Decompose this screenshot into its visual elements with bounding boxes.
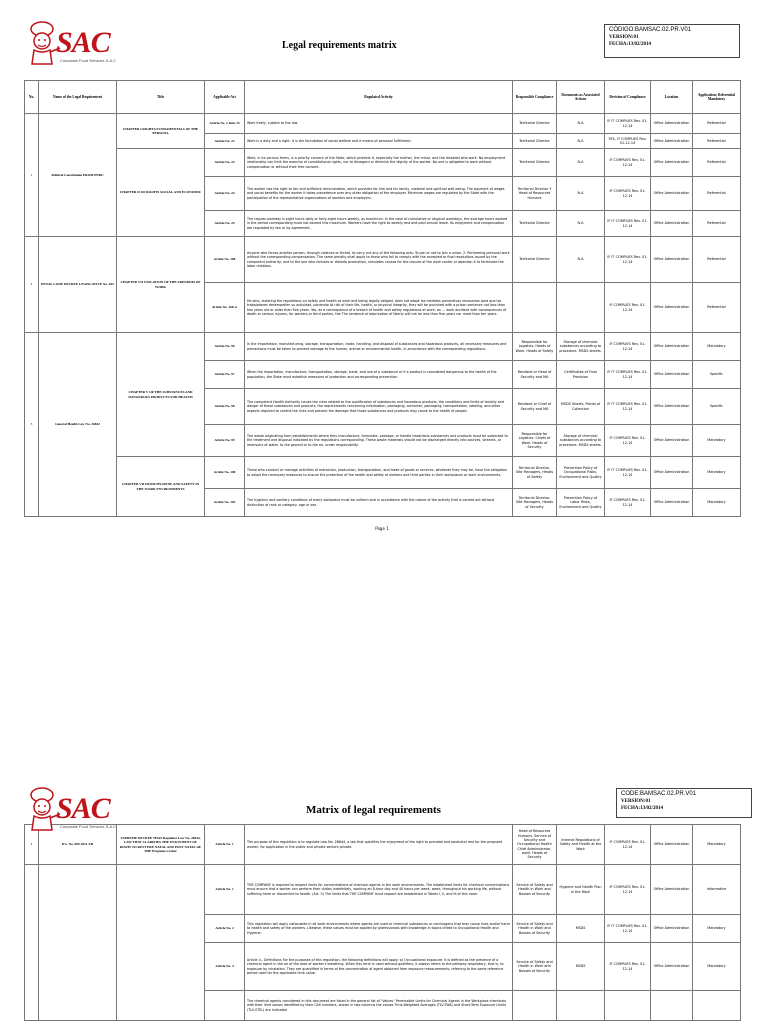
documents-cell: Hygiene and Health Plan in the Work	[557, 865, 605, 915]
group-number: 1	[25, 114, 39, 237]
location-cell: Office Administration	[651, 361, 693, 389]
group-name: Political Constitution FROM PERU	[39, 114, 117, 237]
documents-cell	[557, 991, 605, 1021]
application-cell: Referential	[693, 237, 741, 283]
revision-cell: IF COMPLIES Rev. 01-12-14	[605, 149, 651, 177]
activity-cell: In the importation, manufacturing, storage, transportation, trade, handling, and disposal of substances and hazardous products, all necessary measures and precautions must be taken to prevent damage to the human, animal or environmental health, in accordance with the corresponding regulations.	[245, 333, 513, 361]
location-cell: Office Administration	[651, 333, 693, 361]
responsible-cell	[513, 991, 557, 1021]
documents-cell: N.A	[557, 211, 605, 237]
activity-cell: Those who conduct or manage activities of extraction, production, transportation, and trade of goods or services, whatever they may be, have the obligation to adopt the necessary measures to ensure the protection of the health and safety of workers and third parties in their workplaces or work environments.	[245, 457, 513, 489]
article-cell: Article No. 2	[205, 915, 245, 943]
responsible-cell: Resident or Chief of Security and MA	[513, 389, 557, 425]
company-logo	[26, 20, 146, 68]
revision-cell: IF COMPLIES Rev. 01-12-14	[605, 943, 651, 991]
application-cell: Mandatory	[693, 915, 741, 943]
group-name: General Health Law No. 26842	[39, 333, 117, 517]
activity-cell: The competent Health Authority issues the rules related to the qualification of substances and hazardous products, the conditions and limits of toxicity and danger of these substances and products, the requirements concerning information, packaging, container, packaging, transportation, labeling, and other aspects required to control the risks and prevent the damage that those substances and products may cause to the health of people.	[245, 389, 513, 425]
application-cell: Referential	[693, 283, 741, 333]
col-application: Application: Referential Mandatory	[693, 81, 741, 114]
revision-cell: IF COMPLIES Rev. 01-12-14	[605, 865, 651, 915]
document-code-box	[604, 24, 740, 58]
page-title: Matrix of legal requirements	[306, 804, 441, 816]
application-cell: Referential	[693, 211, 741, 237]
responsible-cell: Territorial Director	[513, 134, 557, 149]
chapter-title: CHAPTER V OF THE SUBSTANCES AND DANGEROUS PRODUCTS FOR HEALTH	[117, 333, 205, 457]
location-cell: Office Administration	[651, 825, 693, 865]
chapter-title: CHAPTER VII VIOLATION OF THE FREEDOM OF WORK	[117, 237, 205, 333]
responsible-cell: Territorial Director	[513, 237, 557, 283]
col-article: Applicable Art	[205, 81, 245, 114]
responsible-cell: Territorial Director, Site Managers, Heads of Safety	[513, 457, 557, 489]
legal-requirements-table	[24, 824, 741, 1021]
document-page-2	[24, 786, 740, 1024]
revision-cell: IF COMPLIES Rev. 01-12-14	[605, 177, 651, 211]
article-cell: Article No. 96	[205, 333, 245, 361]
location-cell: Office Administration	[651, 149, 693, 177]
documents-cell: N.A	[557, 149, 605, 177]
location-cell: Office Administration	[651, 389, 693, 425]
application-cell: Mandatory	[693, 333, 741, 361]
article-cell: Article No. 168	[205, 237, 245, 283]
location-cell: Office Administration	[651, 425, 693, 457]
documents-cell: Internal Regulations of Safety and Health at the Work	[557, 825, 605, 865]
activity-cell: Article 4.- Definitions For the purposes of this regulation, the following definitions will apply: a) Occupational exposure: It is defined as the presence of a chemical agent in the air of the area of worker's breathing. When this term is used without qualifiers, it always refers to the pathway respiratory, that is, to exposure by inhalation. They are quantified in terms of the concentration of agent obtained from exposure measurements, referring to the same reference period used for the applicable limit value.	[245, 943, 513, 991]
location-cell: Office Administration	[651, 177, 693, 211]
application-cell: Mandatory	[693, 425, 741, 457]
responsible-cell: Service of Safety and Health in Work and Bosses of Security	[513, 865, 557, 915]
document-date: FECHA:13/02/2014	[609, 42, 651, 47]
documents-cell: MSDS	[557, 915, 605, 943]
legal-requirements-table	[24, 80, 741, 517]
revision-cell: IF IT COMPLIES Rev. 01-12-14	[605, 361, 651, 389]
article-cell: Article No. 24	[205, 177, 245, 211]
responsible-cell	[513, 283, 557, 333]
responsible-cell: Responsible for Logistics. Chiefs of Work. Heads of Security	[513, 425, 557, 457]
application-cell	[693, 991, 741, 1021]
article-cell: Article No. 1	[205, 825, 245, 865]
group-number: 4	[25, 825, 39, 865]
document-code: CODE:BAMSAC.02.PR.V01	[621, 791, 697, 797]
revision-cell: IF IT COMPLIES Rev. 01-12-14	[605, 114, 651, 134]
activity-cell: When the importation, manufacture, transportation, storage, trade, and use of a substance or if a product is considered dangerous to the health of the population, the State must establish measures of protection and corresponding prevention.	[245, 361, 513, 389]
table-row	[25, 865, 741, 915]
activity-cell: The worker has the right to fair and sufficient remuneration, which provides for him and his family, material and spiritual well-being. The payment of wages and social benefits for the worker it takes precedence over any other obligation of the employer. Minimum wages are regulated by the State with the participation of the representative organizations of workers and employers.	[245, 177, 513, 211]
document-code: CÓDIGO:BAMSAC.02.PR.V01	[609, 27, 692, 33]
article-cell: Article No. 98	[205, 389, 245, 425]
table-row	[25, 333, 741, 361]
application-cell: Mandatory	[693, 457, 741, 489]
article-cell: Article No. 99	[205, 425, 245, 457]
article-cell	[205, 991, 245, 1021]
revision-cell: IF IT COMPLIES Rev. 01-12-14	[605, 237, 651, 283]
logo-tagline: Corporate Food Services S.A.C	[60, 824, 117, 829]
revision-cell: IF IT COMPLIES Rev. 01-12-14	[605, 389, 651, 425]
empty-cell	[25, 865, 39, 1021]
activity-cell: The waste originating from establishments where they manufacture, formulate, package, or handle hazardous substances and products must be subjected to the treatment and disposal indicated by the regulations corresponding. These waste materials should not be discharged directly into sources, streams, or reservoirs of water, to the ground or to the air, under responsibility.	[245, 425, 513, 457]
location-cell: Office Administration	[651, 865, 693, 915]
responsible-cell: Territorial Director Y Head of Resources Humans	[513, 177, 557, 211]
group-name: D.S. No. 009-2011-TR	[39, 825, 117, 865]
article-cell: Article No. 100	[205, 457, 245, 489]
article-cell: Article No. 102	[205, 489, 245, 517]
location-cell: Office Administration	[651, 237, 693, 283]
documents-cell	[557, 283, 605, 333]
application-cell: Specific	[693, 389, 741, 425]
responsible-cell: Responsible for Logistics. Heads of Work. Heads of Safety	[513, 333, 557, 361]
logo-brand: SAC	[56, 792, 110, 825]
logo-brand: SAC	[56, 26, 110, 59]
documents-cell: Certificates of Final Provision	[557, 361, 605, 389]
document-version: VERSION:01	[621, 799, 651, 804]
responsible-cell: Territorial Director	[513, 114, 557, 134]
revision-cell: YES, IT COMPLIES Rev. 01-12-14	[605, 134, 651, 149]
documents-cell: MSDS Sheets, Points of Collection	[557, 389, 605, 425]
documents-cell: N.A	[557, 134, 605, 149]
location-cell: Office Administration	[651, 489, 693, 517]
documents-cell: N.A	[557, 114, 605, 134]
responsible-cell: Head of Resources Humans, Service of Security and Occupational Health Chief Administrator, work, Heads of Security	[513, 825, 557, 865]
application-cell: Specific	[693, 361, 741, 389]
group-number: 3	[25, 333, 39, 517]
activity-cell: This regulation will apply nationwide in all work environments where agents are used or chemical substances or carcinogens that may cause risks and/or harm to health and safety of the workers. Likewise, these values must be applied by professionals with knowledge in topics linked to Occupational Health and Hygiene.	[245, 915, 513, 943]
documents-cell: N.A	[557, 237, 605, 283]
activity-cell: Work freely, subject to the law.	[245, 114, 513, 134]
article-cell: Article No. 25	[205, 211, 245, 237]
page-header	[24, 786, 740, 829]
responsible-cell: Service of Safety and Health in Work and Bosses of Security	[513, 915, 557, 943]
responsible-cell: Service of Safety and Health in Work and Bosses of Security	[513, 943, 557, 991]
page-number: Page 1	[375, 526, 389, 531]
article-cell: Article No. 4	[205, 943, 245, 991]
group-name: PENAL CODE DECREE LEGISLATIVE No. 635	[39, 237, 117, 333]
revision-cell: IF COMPLIES Rev. 01-12-14	[605, 333, 651, 361]
application-cell: Referential	[693, 149, 741, 177]
article-cell: Article No. 97	[205, 361, 245, 389]
location-cell: Office Administration	[651, 114, 693, 134]
empty-cell	[39, 865, 117, 1021]
documents-cell: Prevention Policy of Labor Risks, Environment and Quality	[557, 489, 605, 517]
location-cell: Office Administration	[651, 915, 693, 943]
chapter-title: CHAPTER II OF RIGHTS SOCIAL AND ECONOMIC	[117, 149, 205, 237]
responsible-cell: Territorial Director	[513, 149, 557, 177]
document-date: FECHA:13/02/2014	[621, 806, 663, 811]
activity-cell: Work is a duty and a right. It is the foundation of social welfare and a means of personal fulfillment.	[245, 134, 513, 149]
chapter-title: SUPREME DECREE THAT Regulates Law No. 26644, LAW THAT CLARIFIES THE ENJOYMENT OF RIGHT TO REST PRE NATAL AND POST NATAL OF THE Pregnant worker	[117, 825, 205, 865]
location-cell: Office Administration	[651, 283, 693, 333]
activity-cell: The hygienic and sanitary conditions of every workplace must be uniform and in accordance with the nature of the activity that is carried out without distinction of rank or category, age or sex.	[245, 489, 513, 517]
col-documents: Documents as Associated Actions	[557, 81, 605, 114]
revision-cell: IF COMPLIES Rev. 01-12-14	[605, 489, 651, 517]
revision-cell: IF COMPLIES Rev. 01-12-14	[605, 425, 651, 457]
col-activity: Regulated Activity	[245, 81, 513, 114]
table-row	[25, 237, 741, 283]
revision-cell	[605, 991, 651, 1021]
application-cell: Referential	[693, 177, 741, 211]
col-revision: Revision of Compliance	[605, 81, 651, 114]
location-cell: Office Administration	[651, 457, 693, 489]
article-cell: Article No. 1	[205, 865, 245, 915]
chapter-title: CHAPTER I RIGHTS FUNDAMENTALS OF THE PERSONA	[117, 114, 205, 149]
table-row	[25, 149, 741, 177]
table-header-row	[25, 81, 741, 114]
article-cell: Article No. 2 Item 15	[205, 114, 245, 134]
document-version: VERSION:01	[609, 35, 639, 40]
document-code-box	[616, 788, 752, 818]
empty-cell	[117, 865, 205, 1021]
application-cell: Referential	[693, 134, 741, 149]
responsible-cell: Territorial Director, Site Managers, Heads of Security	[513, 489, 557, 517]
location-cell: Office Administration	[651, 134, 693, 149]
application-cell: Referential	[693, 114, 741, 134]
table-row	[25, 457, 741, 489]
article-cell: Article No. 22	[205, 134, 245, 149]
chapter-title: CHAPTER VII FROM HYGIENE AND SAFETY IN THE WORK ENVIRONMENTS	[117, 457, 205, 517]
location-cell: Office Administration	[651, 211, 693, 237]
application-cell: Mandatory	[693, 489, 741, 517]
activity-cell: Work, in its various forms, is a priority concern of the State, which protects it, especially the mother, the minor, and the disabled who work. No employment relationship can limit the exercise of constitutional rights, nor to disregard or diminish the dignity of the worker. No one is obligated to work without compensation or without their free consent.	[245, 149, 513, 177]
revision-cell: IF IT COMPLIES Rev. 01-12-14	[605, 211, 651, 237]
documents-cell: N.A	[557, 177, 605, 211]
col-name: Name of the Legal Requirement	[39, 81, 117, 114]
activity-cell: Anyone who forces another person, through violence or threat, to carry out any of the following acts: To join or not to join a union. 2. Performing personal work without the corresponding compensation. The same penalty shall apply to those who fail to comply with the accepted or final resolutions issued by the competent authority; and to the one who reduces or distorts production, simulates causes for the closure of the work center or abandon it to terminate the labor relations.	[245, 237, 513, 283]
documents-cell: Storage of chemical substances according to procedure. MSDS sheets.	[557, 333, 605, 361]
activity-cell: He who, violating the regulations on safety and health at work and being legally obliged, does not adopt las medidas preventivas necesarias para que los trabajadores desempeñen su actividad, poniendo At risk of their life, health, or physical integrity, they will be punished with a prison sentence not less than two years old or older than five years. Yes, as a consequence of a breach of health and safety regulations at work, an ... work accident with consequences of death or serious injuries, for workers or third parties, the The sentence of deprivation of liberty will not be less than five years nor more than ten years.	[245, 283, 513, 333]
logo-tagline: Corporate Food Services S.A.C	[60, 58, 117, 63]
activity-cell: The chemical agents considered in this document are listed in the general list of "Values" Permissible Limits for Chemical Agents in the Workplace chemicals with their limit values identified by their CAS numbers, shown in two columns the values Time-Weighted Averages (TLV-TWA) and Short-Term Exposure Limits (TLV-STEL) are indicated	[245, 991, 513, 1021]
application-cell: Mandatory	[693, 825, 741, 865]
application-cell: Informative	[693, 865, 741, 915]
company-logo	[26, 786, 146, 834]
col-location: Location	[651, 81, 693, 114]
revision-cell: IF COMPLIES Rev. 01-12-14	[605, 825, 651, 865]
revision-cell: IF COMPLIES Rev. 01-12-14	[605, 283, 651, 333]
article-cell: Article No. 23	[205, 149, 245, 177]
application-cell: Mandatory	[693, 943, 741, 991]
location-cell	[651, 991, 693, 1021]
col-title: Title	[117, 81, 205, 114]
revision-cell: IF IT COMPLIES Rev. 01-12-14	[605, 457, 651, 489]
document-page-1	[24, 18, 740, 538]
col-no: No.	[25, 81, 39, 114]
responsible-cell: Resident or Head of Security and MA	[513, 361, 557, 389]
documents-cell: MSDS	[557, 943, 605, 991]
location-cell: Office Administration	[651, 943, 693, 991]
col-responsible: Responsible Compliance	[513, 81, 557, 114]
documents-cell: Storage of chemical substances according to procedure. MSDS sheets.	[557, 425, 605, 457]
responsible-cell: Territorial Director	[513, 211, 557, 237]
activity-cell: The purpose of this regulation is to regulate Law No. 26644, a law that specifies the enjoyment of the right to prenatal and postnatal rest for the pregnant worker, for application in the public and private sectors private.	[245, 825, 513, 865]
page-title: Legal requirements matrix	[282, 40, 397, 51]
article-cell: Article No. 168-A	[205, 283, 245, 333]
activity-cell: THE COMPANY is required to respect limits for concentrations of chemical agents in the work environments. The established limits for chemical concentrations must ensure that a worker can perform their duties indefinitely, working an 8-hour day and 40 hours per week, week, throughout his working life, without suffering harm or discomfort to health. (Art. 5) The limits that THE COMPANY must respect are established in Tables I, II, and III of this norm.	[245, 865, 513, 915]
documents-cell: Prevention Policy of Occupational Risks, Environment and Quality	[557, 457, 605, 489]
table-row	[25, 114, 741, 134]
revision-cell: IF IT COMPLIES Rev. 01-12-14	[605, 915, 651, 943]
page-header	[24, 18, 740, 80]
group-number: 2	[25, 237, 39, 333]
activity-cell: The regular workday is eight hours daily or forty-eight hours weekly, as maximum. In the case of cumulative or atypical workdays, the average hours worked in the period corresponding must not exceed this maximum. Workers have the right to weekly rest and paid annual leave. Its enjoyment and compensation are regulated by law or by agreement.	[245, 211, 513, 237]
